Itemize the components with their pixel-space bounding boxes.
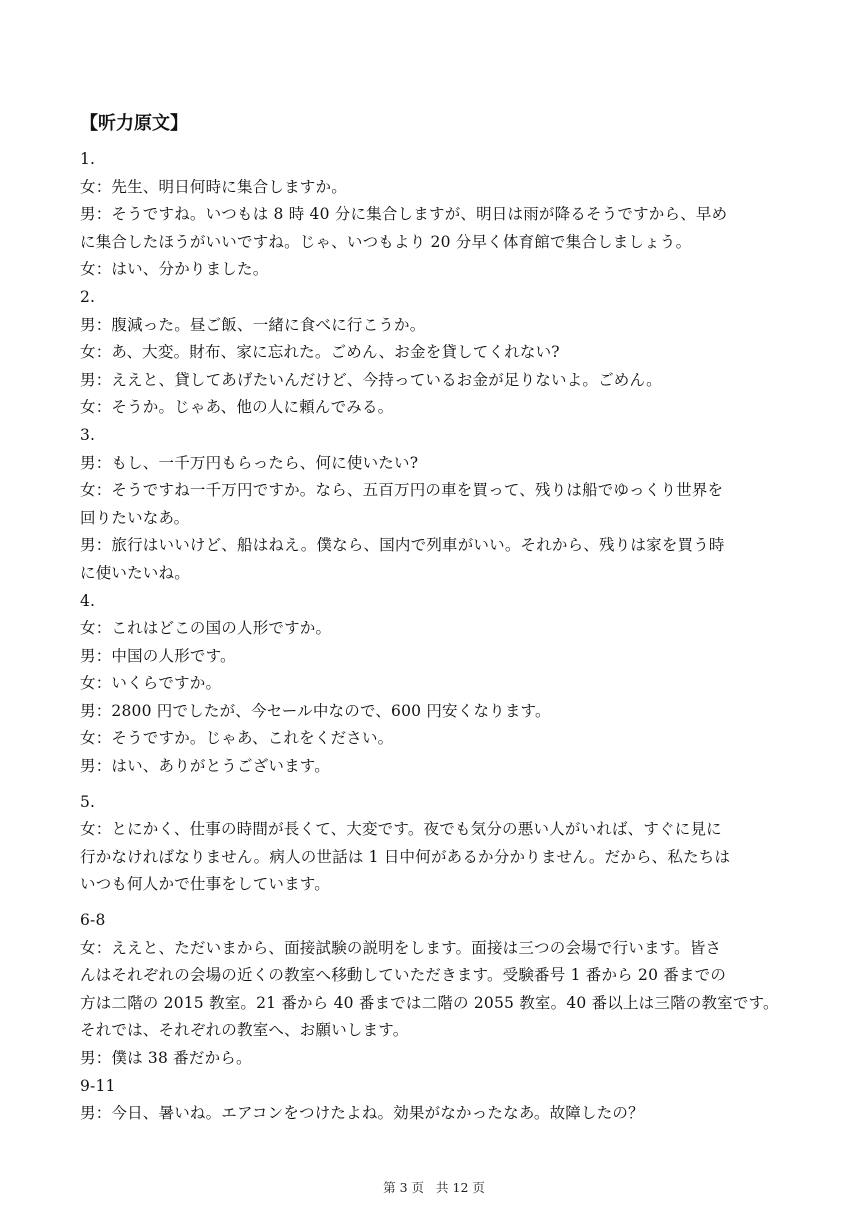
dialogue-line: いつも何人かで仕事をしています。 xyxy=(80,875,330,894)
dialogue-line: 男：旅行はいいけど、船はねえ。僕なら、国内で列車がいい。それから、残りは家を買う時 xyxy=(80,536,725,555)
dialogue-line: 女：はい、分かりました。 xyxy=(80,260,269,279)
dialogue-line: 女：いくらですか。 xyxy=(80,674,222,693)
question-number: 6-8 xyxy=(80,911,106,930)
transcript-section xyxy=(80,146,820,284)
transcript-sections xyxy=(80,146,820,1128)
question-number: 2. xyxy=(80,287,96,306)
dialogue-line: 男：もし、一千万円もらったら、何に使いたい? xyxy=(80,453,419,472)
dialogue-line: 男：腹減った。昼ご飯、一緒に食べに行こうか。 xyxy=(80,315,426,334)
transcript-content xyxy=(80,110,820,1128)
question-number: 9-11 xyxy=(80,1076,116,1095)
dialogue-line: 男：ええと、貸してあげたいんだけど、今持っているお金が足りないよ。ごめん。 xyxy=(80,370,662,389)
transcript-section xyxy=(80,422,820,588)
dialogue-line: 女：ええと、ただいまから、面接試験の説明をします。面接は三つの会場で行います。皆さ xyxy=(80,938,722,957)
dialogue-line: に集合したほうがいいですね。じゃ、いつもより 20 分早く体育館で集合しましょう。 xyxy=(80,232,692,251)
page-total: 共 12 页 xyxy=(436,1180,485,1195)
dialogue-line: 方は二階の 2015 教室。21 番から 40 番までは二階の 2055 教室。40 番以上は三階の教室です。 xyxy=(80,993,779,1012)
dialogue-line: 女：これはどこの国の人形ですか。 xyxy=(80,619,332,638)
section-heading: 【听力原文】 xyxy=(80,113,188,134)
dialogue-line: それでは、それぞれの教室へ、お願いします。 xyxy=(80,1021,409,1040)
question-number: 1. xyxy=(80,150,96,168)
dialogue-line: 行かなければなりません。病人の世話は 1 日中何があるか分かりません。だから、私たちは xyxy=(80,847,731,866)
transcript-section xyxy=(80,907,820,1073)
dialogue-line: 男：はい、ありがとうございます。 xyxy=(80,757,330,776)
page-number: 第 3 页 xyxy=(383,1180,425,1195)
transcript-section xyxy=(80,789,820,899)
question-number: 5. xyxy=(80,792,96,811)
dialogue-line: 男：2800 円でしたが、今セール中なので、600 円安くなります。 xyxy=(80,701,551,720)
dialogue-line: 女：とにかく、仕事の時間が長くて、大変です。夜でも気分の悪い人がいれば、すぐに見に xyxy=(80,820,722,839)
page-footer xyxy=(0,1178,868,1196)
dialogue-line: 回りたいなあ。 xyxy=(80,508,190,527)
dialogue-line: 女：そうか。じゃあ、他の人に頼んでみる。 xyxy=(80,398,394,417)
dialogue-line: 男：中国の人形です。 xyxy=(80,646,236,665)
question-number: 3. xyxy=(80,425,96,444)
dialogue-line: んはそれぞれの会場の近くの教室へ移動していただきます。受験番号 1 番から 20 番までの xyxy=(80,966,727,985)
question-number: 4. xyxy=(80,591,96,610)
transcript-section xyxy=(80,284,820,422)
dialogue-line: 女：そうですね一千万円ですか。なら、五百万円の車を買って、残りは船でゆっくり世界を xyxy=(80,481,724,500)
dialogue-line: 女：あ、大変。財布、家に忘れた。ごめん、お金を貸してくれない? xyxy=(80,343,560,362)
dialogue-line: 女：先生、明日何時に集合しますか。 xyxy=(80,177,347,196)
dialogue-line: に使いたいね。 xyxy=(80,563,190,582)
transcript-section xyxy=(80,588,820,781)
dialogue-line: 男：そうですね。いつもは 8 時 40 分に集合しますが、明日は雨が降るそうですから、早め xyxy=(80,205,728,224)
transcript-section xyxy=(80,1073,820,1128)
dialogue-line: 男：今日、暑いね。エアコンをつけたよね。効果がなかったなあ。故障したの？ xyxy=(80,1104,644,1123)
dialogue-line: 男：僕は 38 番だから。 xyxy=(80,1049,252,1067)
dialogue-line: 女：そうですか。じゃあ、これをください。 xyxy=(80,729,394,748)
